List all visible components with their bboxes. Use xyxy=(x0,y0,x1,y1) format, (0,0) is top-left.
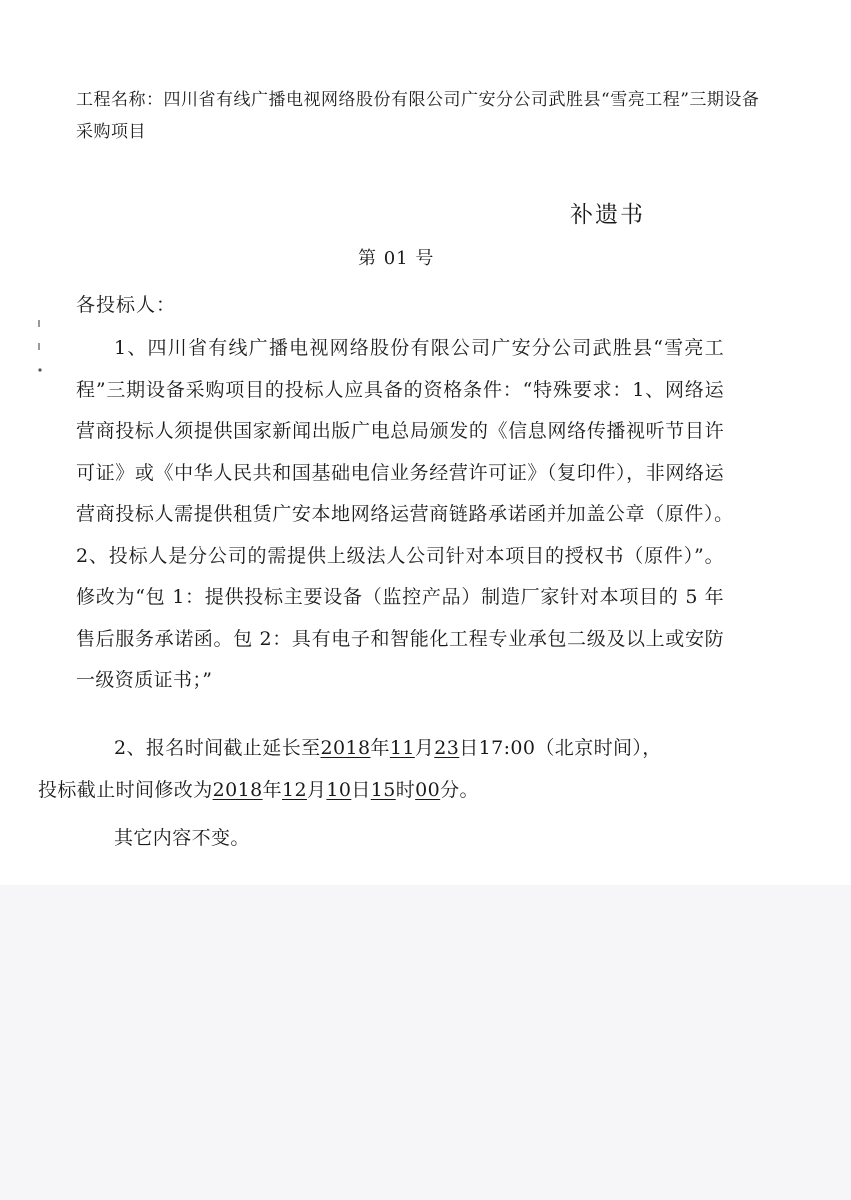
deadline-prefix: 2、报名时间截止延长至 xyxy=(114,737,321,759)
bid-year-unit: 年 xyxy=(262,778,282,801)
bid-day: 10 xyxy=(326,778,352,801)
registration-year: 2018 xyxy=(320,737,371,759)
document-title: 补遗书 xyxy=(570,202,645,228)
addressee: 各投标人： xyxy=(76,294,177,316)
bid-year: 2018 xyxy=(212,778,263,801)
document-number: 第 01 号 xyxy=(358,248,435,269)
year-unit: 年 xyxy=(370,737,390,759)
bid-minute: 00 xyxy=(415,778,441,801)
bid-hour: 15 xyxy=(370,778,396,801)
paragraph-deadline-change xyxy=(38,728,724,811)
registration-day: 23 xyxy=(434,737,460,759)
bid-month: 12 xyxy=(281,778,307,801)
scan-margin-marks xyxy=(36,318,44,378)
bid-hour-unit: 时 xyxy=(395,778,416,801)
scan-background xyxy=(0,885,851,1200)
day-unit: 日 xyxy=(459,737,479,759)
paragraph-unchanged-note: 其它内容不变。 xyxy=(114,827,250,849)
bid-deadline-prefix: 投标截止时间修改为 xyxy=(38,778,213,801)
registration-month: 11 xyxy=(389,737,415,759)
registration-time: 17:00（北京时间）， xyxy=(478,737,662,759)
bid-month-unit: 月 xyxy=(306,778,327,801)
bid-minute-unit: 分。 xyxy=(440,778,479,801)
project-name-header: 工程名称：四川省有线广播电视网络股份有限公司广安分公司武胜县“雪亮工程”三期设备采购项目 xyxy=(76,90,760,142)
month-unit: 月 xyxy=(414,737,435,759)
paragraph-qualification-amendment: 1、四川省有线广播电视网络股份有限公司广安分公司武胜县“雪亮工程”三期设备采购项目的投标人应具备的资格条件：“特殊要求：1、网络运营商投标人须提供国家新闻出版广电总局颁发的《信息网络传播视听节目许可证》或《中华人民共和国基础电信业务经营许可证》（复印件），非网络运营商投标人需提供租赁广安本地网络运营商链路承诺函并加盖公章（原件）。 2、投标人是分公司的需提供上级法人公司针对本项目的授权书（原件）”。修改为“包 1：提供投标主要设备（监控产品）制造厂家针对本项目的 5 年售后服务承诺函。包 2：具有电子和智能化工程专业承包二级及以上或安防一级资质证书；” xyxy=(76,337,744,691)
bid-day-unit: 日 xyxy=(351,778,371,801)
